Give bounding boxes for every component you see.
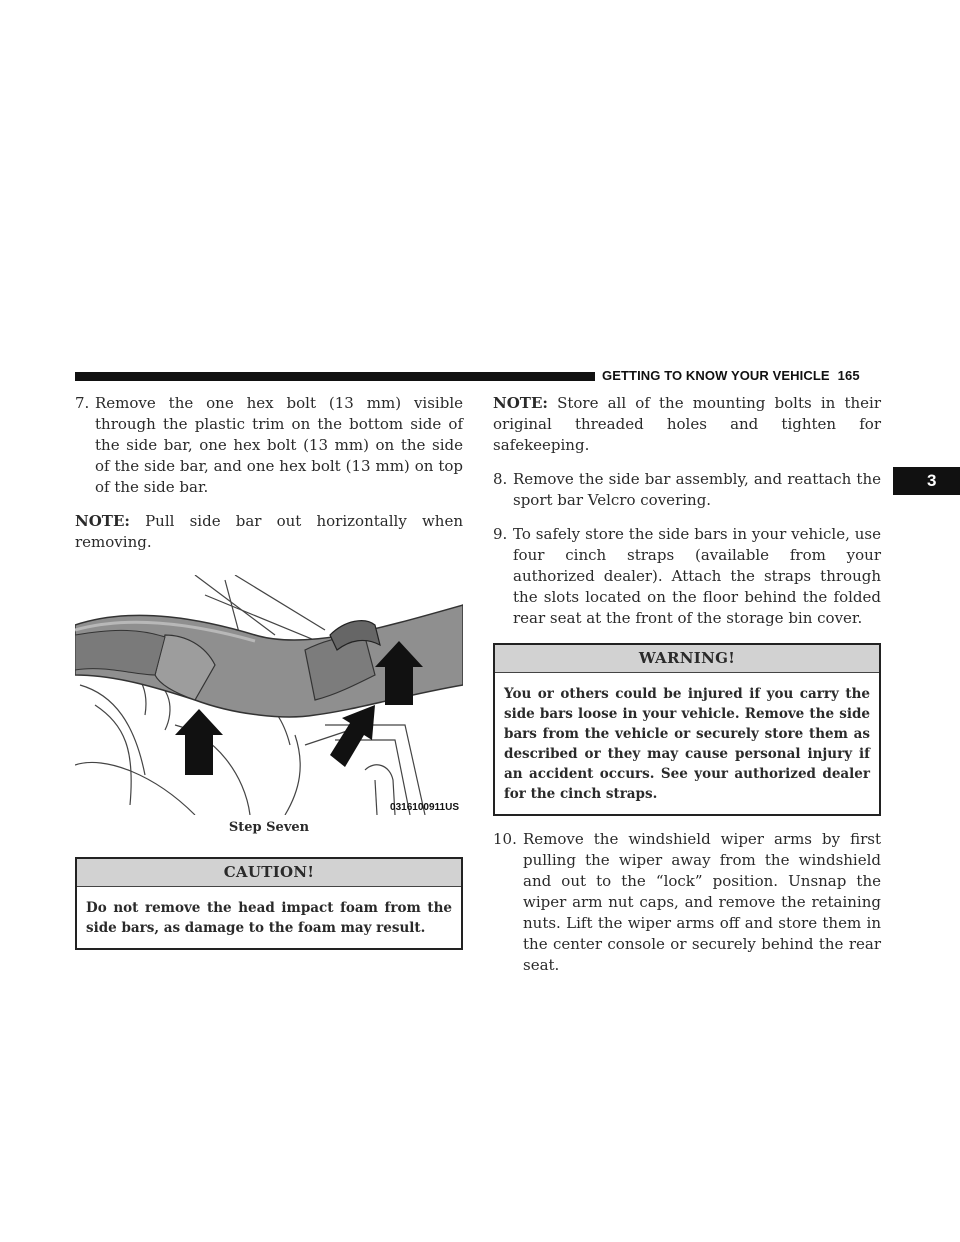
step-9 (493, 524, 881, 629)
illustration-art (75, 575, 463, 815)
step-number: 7. (75, 394, 90, 412)
step-seven-illustration (75, 575, 463, 815)
figure-code: 0316100911US (390, 802, 459, 813)
step-number: 10. (493, 830, 517, 848)
step-text: Remove the side bar assembly, and reattach the sport bar Velcro covering. (513, 470, 881, 509)
step-10 (493, 829, 881, 976)
note-text: Store all of the mounting bolts in their original threaded holes and tighten for safekeeping. (493, 394, 881, 454)
step-text: To safely store the side bars in your vehicle, use four cinch straps (available from your authorized dealer). Attach the straps through the slots located on the floor behind the folded rear seat at the front of the storage bin cover. (513, 525, 881, 627)
chapter-tab: 3 (893, 467, 960, 495)
caution-text: Do not remove the head impact foam from the side bars, as damage to the foam may result. (86, 900, 452, 936)
caution-box (75, 857, 463, 950)
page-number: 165 (837, 368, 860, 383)
note (493, 393, 881, 456)
step-number: 9. (493, 525, 508, 543)
warning-text: You or others could be injured if you carry the side bars loose in your vehicle. Remove the side bars from the vehicle or securely store them as described or they may cause personal injury if an accident occurs. See your authorized dealer for the cinch straps. (504, 686, 870, 802)
section-title: GETTING TO KNOW YOUR VEHICLE (602, 368, 830, 383)
running-header (602, 367, 892, 385)
header-rule (75, 372, 595, 381)
warning-box (493, 643, 881, 816)
step-text: Remove the one hex bolt (13 mm) visible through the plastic trim on the bottom side of the side bar, one hex bolt (13 mm) on the side of the side bar, and one hex bolt (13 mm) on top of the side bar. (95, 394, 463, 496)
warning-title: WARNING! (495, 645, 879, 673)
caution-title: CAUTION! (77, 859, 461, 887)
right-column (493, 393, 881, 976)
figure-caption: Step Seven (228, 820, 310, 835)
step-number: 8. (493, 470, 508, 488)
note (75, 511, 463, 553)
step-7 (75, 393, 463, 498)
left-column (75, 393, 463, 950)
step-8 (493, 469, 881, 511)
note-text: Pull side bar out horizontally when removing. (75, 512, 463, 551)
note-label: NOTE: (75, 512, 130, 530)
note-label: NOTE: (493, 394, 548, 412)
step-text: Remove the windshield wiper arms by first pulling the wiper away from the windshield and out to the “lock” position. Unsnap the wiper arm nut caps, and remove the retaining nuts. Lift the wiper arms off and store them in the center console or securely behind the rear seat. (523, 830, 881, 974)
